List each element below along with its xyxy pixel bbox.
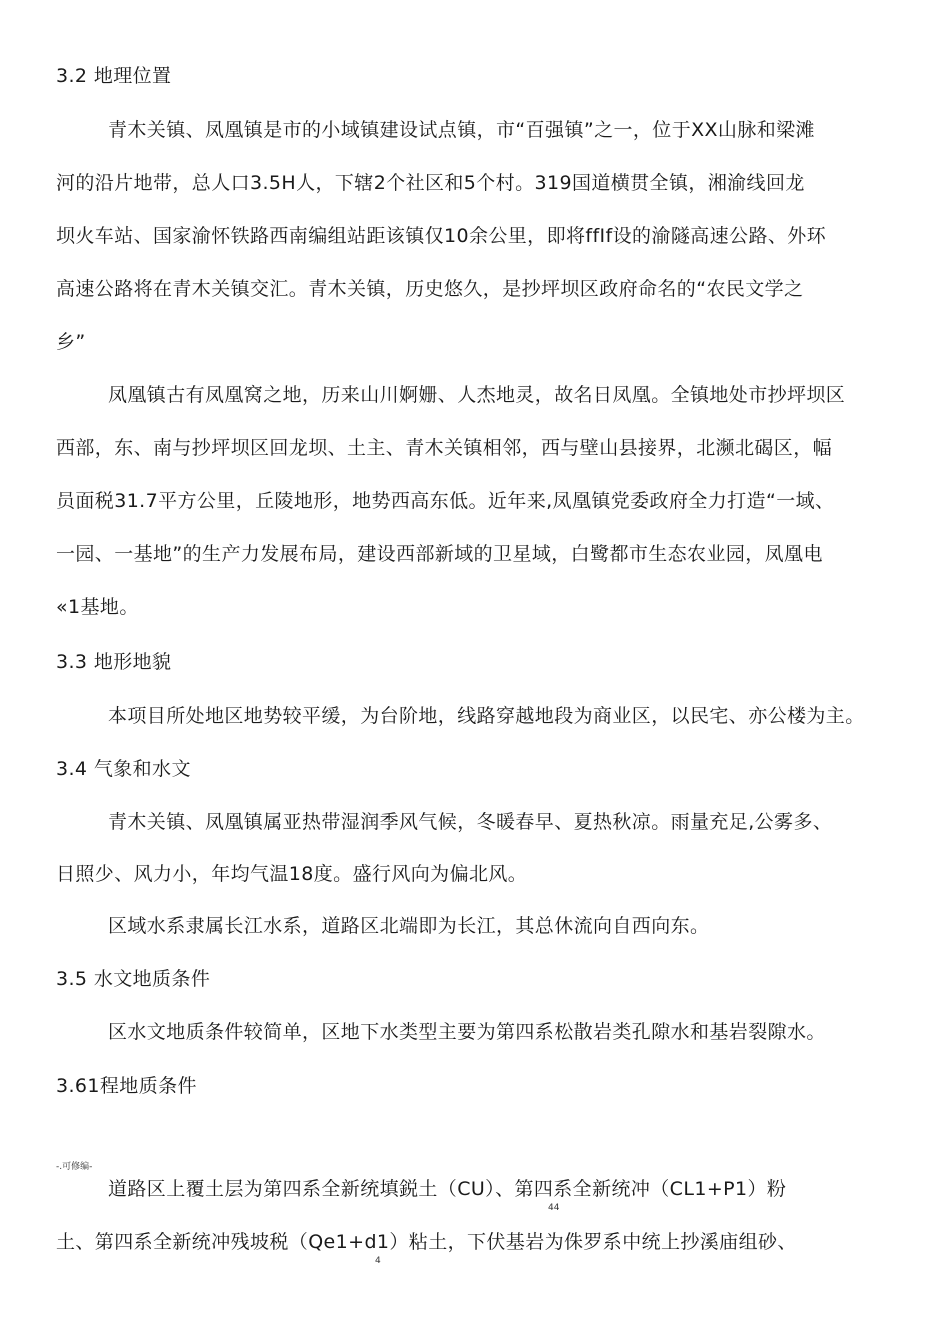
paragraph-line: 员面税31.7平方公里，丘陵地形，地势西高东低。近年来,凤凰镇党委政府全力打造“一域、 [56, 490, 835, 512]
paragraph-line: 凤凰镇古有凤凰窝之地，历来山川婀姗、人杰地灵，故名日凤凰。全镇地处市抄坪坝区 [108, 384, 846, 406]
paragraph-line: «1基地。 [56, 596, 139, 618]
paragraph-line: 青木关镇、凤凰镇是市的小域镇建设试点镇，市“百强镇”之一，位于XX山脉和梁滩 [108, 119, 815, 141]
section-3-5-title: 3.5 水文地质条件 [56, 968, 211, 990]
section-3-4-title: 3.4 气象和水文 [56, 758, 191, 780]
paragraph-line: 日照少、风力小，年均气温18度。盛行风向为偏北风。 [56, 863, 528, 885]
section-3-6-title: 3.61程地质条件 [56, 1075, 197, 1097]
footer-note: -.可修编- [56, 1162, 93, 1172]
paragraph-line: 河的沿片地带，总人口3.5H人，下辖2个社区和5个村。319国道横贯全镇，湘渝线回龙 [56, 172, 805, 194]
paragraph-line: 坝火车站、国家渝怀铁路西南编组站距该镇仅10余公里，即将ffIf设的渝隧高速公路、外环 [56, 225, 827, 247]
paragraph-line: 青木关镇、凤凰镇属亚热带湿润季风气候，冬暖春早、夏热秋凉。雨量充足,公雾多、 [108, 811, 833, 833]
page-number-mark: 4 [375, 1256, 381, 1266]
paragraph-line: 土、第四系全新统冲残坡税（Qe1+d1）粘土，下伏基岩为侏罗系中统上抄溪庙组砂、 [56, 1231, 797, 1253]
paragraph-line: 乡” [56, 331, 86, 353]
paragraph-line: 一园、一基地”的生产力发展布局，建设西部新域的卫星域，白鹭都市生态农业园，凤凰电 [56, 543, 823, 565]
paragraph-line: 区域水系隶属长江水系，道路区北端即为长江，其总休流向自西向东。 [108, 915, 710, 937]
page-number-mark: 44 [548, 1203, 560, 1213]
paragraph-line: 区水文地质条件较简单，区地下水类型主要为第四系松散岩类孔隙水和基岩裂隙水。 [108, 1021, 826, 1043]
paragraph-line: 道路区上覆土层为第四系全新统填鋭土（CU）、第四系全新统冲（CL1+P1）粉 [108, 1178, 787, 1200]
paragraph-line: 本项目所处地区地势较平缓，为台阶地，线路穿越地段为商业区，以民宅、亦公楼为主。 [108, 705, 865, 727]
paragraph-line: 西部，东、南与抄坪坝区回龙坝、土主、青木关镇相邻，西与壁山县接界，北濒北碣区，幅 [56, 437, 833, 459]
section-3-2-title: 3.2 地理位置 [56, 65, 172, 87]
section-3-3-title: 3.3 地形地貌 [56, 651, 172, 673]
paragraph-line: 高速公路将在青木关镇交汇。青木关镇，历史悠久，是抄坪坝区政府命名的“农民文学之 [56, 278, 804, 300]
